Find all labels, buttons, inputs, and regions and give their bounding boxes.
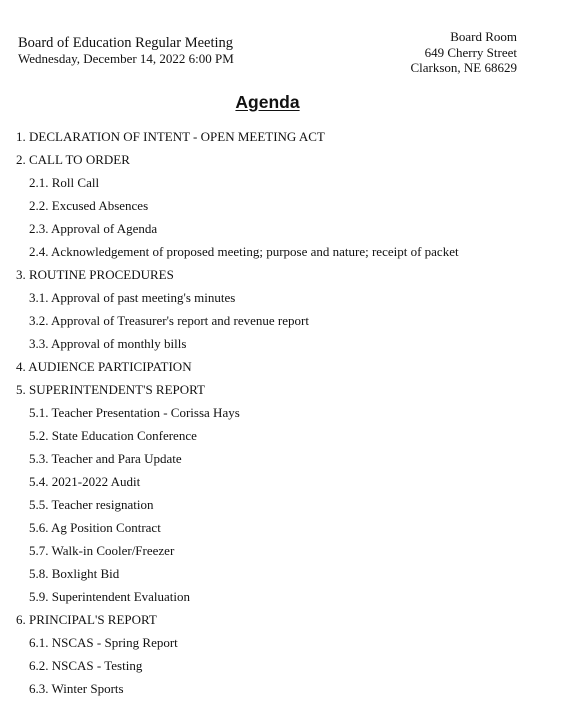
agenda-item: 2.4. Acknowledgement of proposed meeting; purpose and nature; receipt of packet: [29, 244, 459, 259]
agenda-item: 3.3. Approval of monthly bills: [29, 336, 187, 351]
agenda-item: 5.3. Teacher and Para Update: [29, 451, 182, 466]
meeting-info: [18, 36, 234, 66]
agenda-item: 3.1. Approval of past meeting's minutes: [29, 290, 236, 305]
agenda-item: 5.8. Boxlight Bid: [29, 566, 120, 581]
meeting-datetime: Wednesday, December 14, 2022 6:00 PM: [18, 51, 234, 66]
agenda-list: [0, 127, 459, 702]
agenda-item: 5.7. Walk-in Cooler/Freezer: [29, 543, 175, 558]
agenda-item: 3.2. Approval of Treasurer's report and revenue report: [29, 313, 309, 328]
location-city: Clarkson, NE 68629: [410, 60, 517, 75]
agenda-section: 2. CALL TO ORDER: [16, 152, 130, 167]
agenda-item: 5.1. Teacher Presentation - Corissa Hays: [29, 405, 240, 420]
meeting-location: [410, 29, 517, 76]
agenda-item: 5.2. State Education Conference: [29, 428, 197, 443]
agenda-section: 5. SUPERINTENDENT'S REPORT: [16, 382, 205, 397]
agenda-section: 6. PRINCIPAL'S REPORT: [16, 612, 157, 627]
meeting-title: Board of Education Regular Meeting: [18, 35, 234, 51]
agenda-item: 6.1. NSCAS - Spring Report: [29, 635, 178, 650]
location-room: Board Room: [450, 29, 517, 44]
agenda-item: 5.4. 2021-2022 Audit: [29, 474, 141, 489]
agenda-item: 2.2. Excused Absences: [29, 198, 149, 213]
agenda-item: 2.1. Roll Call: [29, 175, 100, 190]
agenda-section: 3. ROUTINE PROCEDURES: [16, 267, 174, 282]
agenda-title: Agenda: [235, 92, 300, 112]
location-street: 649 Cherry Street: [424, 44, 517, 60]
agenda-item: 2.3. Approval of Agenda: [29, 221, 158, 236]
agenda-section: 4. AUDIENCE PARTICIPATION: [16, 359, 192, 374]
agenda-item: 6.2. NSCAS - Testing: [29, 658, 143, 673]
agenda-item: 5.9. Superintendent Evaluation: [29, 589, 191, 604]
agenda-item: 5.6. Ag Position Contract: [29, 520, 161, 535]
agenda-item: 5.5. Teacher resignation: [29, 497, 154, 512]
agenda-section: 1. DECLARATION OF INTENT - OPEN MEETING ACT: [16, 129, 325, 144]
agenda-item: 6.3. Winter Sports: [29, 681, 124, 696]
